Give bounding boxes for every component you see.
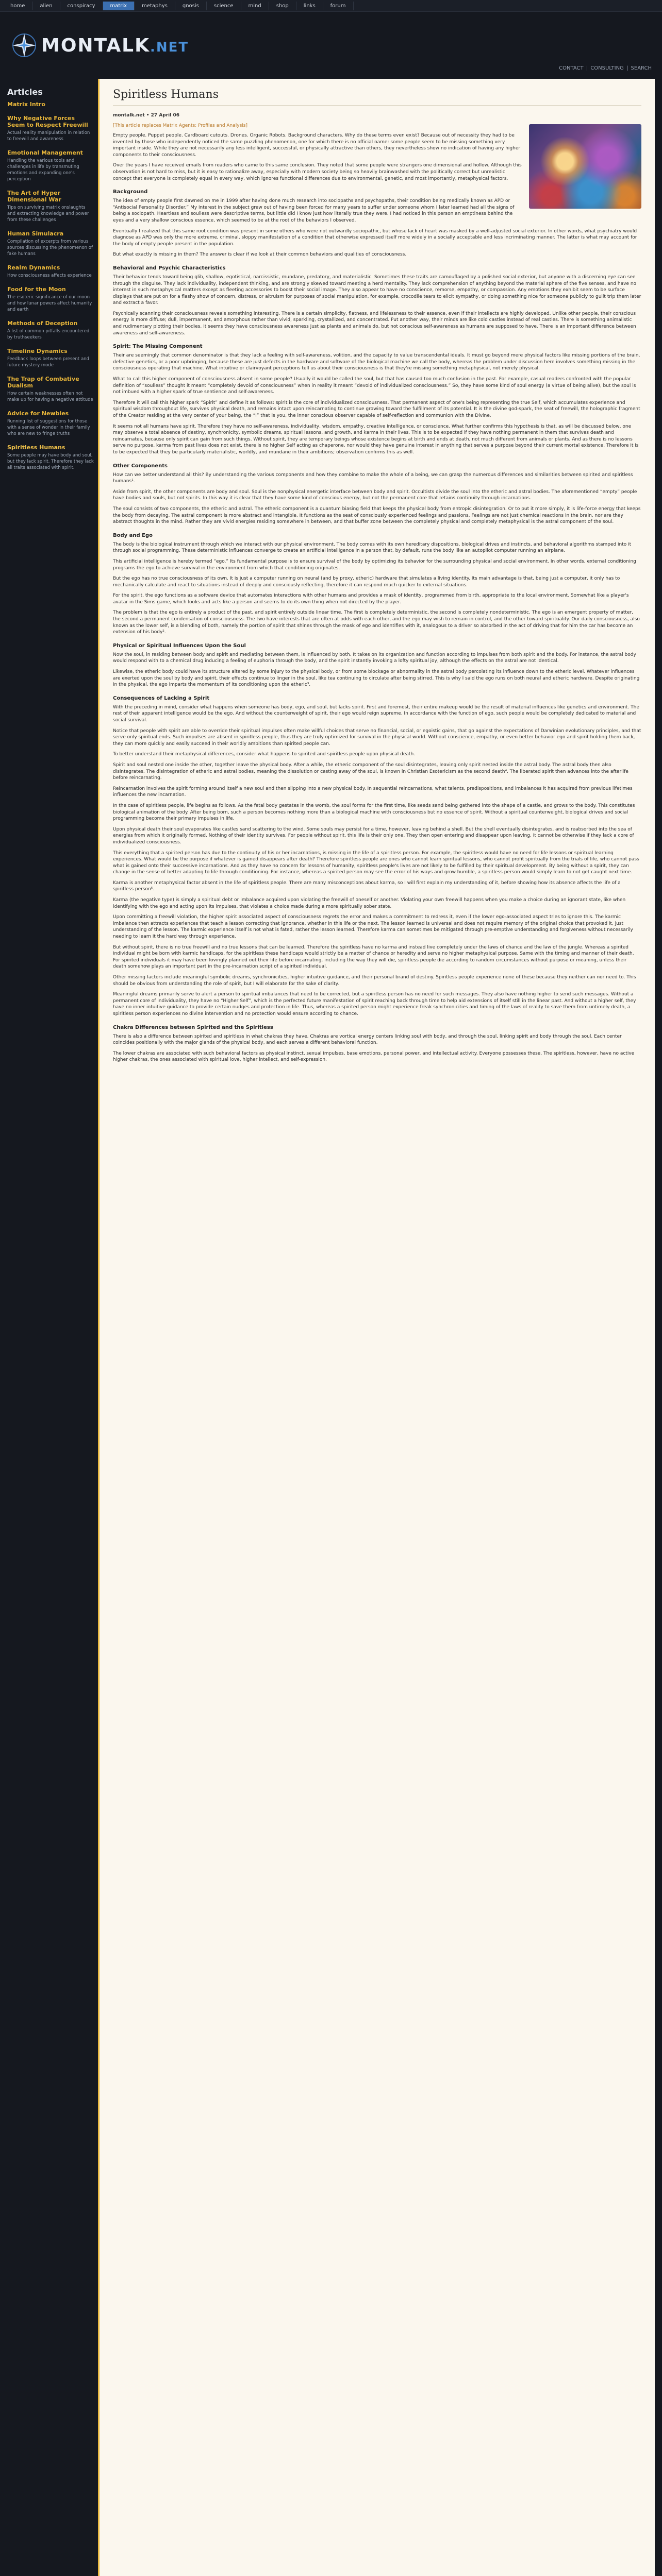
article-paragraph: Likewise, the etheric body could have its structure altered by some injury to the physical body, or from some blockage or abnormality in the astral body percolating its influence down to the etheric level. Whatever influences are exerted upon the soul by body and spirit, their effects continue to linger in the soul, like tea continuing to circulate after being stirred. This is why I said the ego runs on both neural and etheric hardware. Despite originating in the physical, the ego imparts the momentum of its conditioning upon the etheric³.: [113, 669, 640, 688]
sidebar-item[interactable]: [7, 320, 94, 341]
site-logo[interactable]: [10, 31, 189, 59]
article-paragraph: Eventually I realized that this same root condition was present in some others who were not outwardly sociopathic, but whose lack of heart was masked by a well-adjusted social exterior. In other words, what psychiatry would diagnose as APD was only the more extreme, criminal, sloppy manifestation of a condition that otherwise expressed itself more widely in a socially acceptable and less incriminating manner. The latter is what may account for the body of empty people present in the population.: [113, 228, 637, 247]
article-paragraph: The lower chakras are associated with such behavioral factors as physical instinct, sexual impulses, base emotions, personal power, and intellectual activity. Everyone possesses these. The spiritless, however, have no active higher chakras, the ones associated with spiritual love, higher intellect, and self-expression.: [113, 1050, 635, 1063]
sidebar-item-title[interactable]: Matrix Intro: [7, 101, 45, 108]
article-paragraph: Over the years I have received emails from readers who came to this same conclusion. They noted that some people were strangers one dimensional and hollow. Although this observation is not hard to miss, but it is easy to rationalize away, especially with modern society being so heavily brainwashed with the politically correct but unrealistic concept that everyone is completely equal in every way, which ignores functional differences due to environmental, genetic, and most importantly, metaphysical factors.: [113, 163, 522, 181]
nav-item-forum[interactable]: forum: [323, 2, 354, 10]
article-paragraph: The idea of empty people first dawned on me in 1999 after having done much research into sociopaths and psychopaths, their condition being medically known as APD or “Antisocial Personality Disorder.” My interest in the subject grew out of having been forced for many years to suffer under someone whom I later learned had all the signs of being a sociopath. Heartless and soulless were descriptive terms, but little did I know just how literally true they were. I had noticed in this person an emptiness behind the eyes and a very shallow conscious essence, which seemed to be at the root of the behaviors I observed.: [113, 198, 515, 223]
article-paragraph: Psychically scanning their consciousness reveals something interesting. There is a certain simplicity, flatness, and lifelessness to their essence, even if their intellects are highly developed. Unlike other people, their conscious energy is more diffuse; dull, impermanent, and amorphous rather than vivid, sparkling, crystallized, and concentrated. Put another way, their minds are like cold castles instead of real castles. There is something animalistic and rudimentary plotting their bodies. It seems they have consciousness awareness just as plants and animals do, but not conscious self-awareness as humans are supposed to have. There is an important difference between awareness and self-awareness.: [113, 311, 636, 336]
nav-item-mind[interactable]: mind: [241, 2, 269, 10]
sidebar-item-title[interactable]: The Trap of Combative Dualism: [7, 376, 79, 389]
article-paragraph: Other missing factors include meaningful symbolic dreams, synchronicities, higher intuitive guidance, and their personal brand of destiny. Spiritless people experience none of these because they neither can nor need to. This should be obvious from understanding the role of spirit, but I will elaborate for the sake of clarity.: [113, 975, 636, 987]
sidebar-item-description: Running list of suggestions for those with a sense of wonder in their family who are new to fringe truths: [7, 419, 90, 436]
article-paragraph: It seems not all humans have spirit. Therefore they have no self-awareness, individuality, wisdom, empathy, creative intelligence, or conscience. What further confirms this hypothesis is that, as will be discussed below, one may observe a total absence of destiny, synchronicity, symbolic dreams, spiritual lessons, and growth, and karma in their lives. This is to be expected if they have nothing permanent in them that survives death and reincarnates, because only spirit can gain from such things. Without spirit, they are temporary beings whose existence begins at birth and ends at death, not much different from animals or plants. And as there is no lessons serve no purpose, karma from past lives does not exist, there is no higher Self acting as chaperone, nor would they have genuine interest in anything that serves a purpose beyond their current mortal existence. Therefore it is to be expected that they be particularly materialistic, worldly, and mundane in their ambitions; observation confirms this as well.: [113, 423, 639, 455]
article-paragraph: Upon committing a freewill violation, the higher spirit associated aspect of consciousness regrets the error and makes a commitment to redress it, even if the lower ego-associated aspect tries to ignore this. The karmic imbalance then attracts experiences that teach a lesson correcting that ignorance, whether in this life or the next. The lesson learned is universal and does not require memory of the original choice that provoked it, just understanding of the lesson. The karmic experience itself is not what is fated, rather the lesson learned. Therefore karma can sometimes be mitigated through pre-emptive understanding and forgiveness without necessarily needing to learn it the hard way through experience.: [113, 914, 633, 940]
section-heading: Behavioral and Psychic Characteristics: [113, 265, 226, 271]
article-paragraph: But what exactly is missing in them? The answer is clear if we look at their common behaviors and qualities of consciousness.: [113, 252, 407, 258]
sidebar-item-title[interactable]: Methods of Deception: [7, 320, 78, 327]
nav-item-home[interactable]: home: [3, 2, 32, 10]
article-paragraph: The soul consists of two components, the etheric and astral. The etheric component is a quantum biasing field that keeps the physical body from entropic disintegration. Or to put it more simply, it is life-force energy that keeps the body from decaying. The astral component is more abstract and intangible. It functions as the seat of consciously experienced feelings and passions. Feelings are not just chemical reactions in the brain, nor are they abstract thoughts in the mind. Rather they are vivid energies residing somewhere in between, and that buffer zone between the completely physical and completely metaphysical is the astral component of the soul.: [113, 506, 641, 525]
sidebar-item-title[interactable]: Timeline Dynamics: [7, 348, 68, 354]
sidebar-item-description: A list of common pitfalls encountered by truthseekers: [7, 329, 90, 340]
sidebar: [0, 79, 98, 2576]
section-heading: Consequences of Lacking a Spirit: [113, 695, 210, 701]
article-paragraph: Aside from spirit, the other components are body and soul. Soul is the nonphysical energetic interface between body and spirit. Occultists divide the soul into the etheric and astral bodies. The aforementioned “empty” people have bodies and souls, but not spirits. In this way it is clear that they have some kind of conscious energy, but not the permanent core that retains continuity through incarnations.: [113, 489, 637, 501]
article-paragraph: Karma (the negative type) is simply a spiritual debt or imbalance acquired upon violating the freewill of oneself or another. Violating your own freewill happens when you make a choice during an ignorant state, like when identifying with the ego and acting upon its impulses, that violates a choice made during a more spiritually sober state.: [113, 897, 626, 909]
article-paragraph: But without spirit, there is no true freewill and no true lessons that can be learned. Therefore the spiritless have no karma and instead live completely under the laws of chance and the law of the jungle. Whereas a spirited individual might be born with karmic handicaps, for the spiritless these handicaps would strictly be a matter of chance or heredity and serve no higher metaphysical purpose. Same with the timing and manner of their death. For spirited individuals it may have been lovingly planned out their life before incarnating, including the way they will die, spiritless people die according to random circumstances without purpose or meaning, unless their death somehow plays an important part in the pre-incarnation script of a spirited individual.: [113, 944, 634, 970]
header-links: CONTACT | CONSULTING | SEARCH: [559, 65, 652, 71]
nav-item-science[interactable]: science: [207, 2, 241, 10]
article-byline: montalk.net • 27 April 06: [113, 113, 179, 118]
sidebar-item-title[interactable]: Emotional Management: [7, 149, 83, 156]
article-paragraph: Upon physical death their soul evaporates like castles sand scattering to the wind. Some souls may persist for a time, however, leaving behind a shell. But the shell eventually disintegrates, and is reabsorbed into the sea of energies from which it originally formed. Nothing of their identity survives. For people without spirit, this life is their only one. They then open entering and disappear upon leaving. It cannot be otherwise if they lack a core of individualized consciousness.: [113, 826, 634, 845]
sidebar-item-title[interactable]: Food for the Moon: [7, 286, 66, 293]
section-heading: Body and Ego: [113, 532, 153, 538]
logo-suffix: .NET: [150, 39, 189, 55]
sidebar-item[interactable]: [7, 286, 94, 313]
article-content: [98, 79, 655, 2576]
page-title: Spiritless Humans: [113, 88, 641, 106]
sidebar-item[interactable]: [7, 115, 94, 142]
sidebar-item[interactable]: [7, 190, 94, 223]
article-paragraph: For the spirit, the ego functions as a software device that automates interactions with other humans and provides a mask of identity, programmed from birth, appropriate to the local environment. Somewhat like a player's avatar in the Sims game, which looks and acts like a person and seems to do its own thing when not directed by the player.: [113, 593, 629, 605]
top-navigation: [0, 0, 662, 12]
article-paragraph: The problem is that the ego is entirely a product of the past, and spirit entirely outside linear time. The first is completely deterministic, the second is completely nondeterministic. The ego is an emergent property of matter, the second a permanent condensation of consciousness. The two have interests that are often at odds with each other, and the ego may wish to remain in control, and the other toward spirituality. Our daily consciousness, also known as the lower self, is a blending of both, namely the portion of spirit that shines through the mask of ego and identifies with it, analogous to a driver so absorbed in the act of driving that for him the car has become an extension of his body².: [113, 610, 640, 635]
article-paragraph: Now the soul, in residing between body and spirit and mediating between them, is influenced by both. It takes on its organization and function according to impulses from both spirit and the body. For instance, the astral body would respond with to a chemical drug inducing a feeling of euphoria through the body, and the spirit instantly invoking a lofty spiritual joy, although the effects on the astral are not identical.: [113, 652, 636, 664]
article-paragraph: Spirit and soul nested one inside the other, together leave the physical body. After a while, the etheric component of the soul disintegrates, leaving only spirit nested inside the astral body. The astral body then also disintegrates. The disintegration of etheric and astral bodies, meaning the dissolution or casting away of the soul, is known in Christian Esotericism as the second death⁴. The liberated spirit then advances into the afterlife before reincarnating.: [113, 762, 628, 781]
article-paragraph: This everything that a spirited person has due to the continuity of his or her incarnations, is missing in the life of a spiritless person. For example, the spiritless would have no need for life lessons or spiritual learning experiences. What would be the purpose if whatever is gained disappears after death? Therefore spiritless people are ones who cannot learn spiritual lessons, who cannot profit spiritually from the trials of life, who cannot pass what is gained onto their successive incarnations. And as they have no concern for lessons of humanity, spiritless people's lives are not likely to be fulfilled by their spiritual development. By being without a spirit, they can change in the sense of better adapting to life through conditioning. For instance, whereas a spirited person may see the error of his ways and grow humble, a spiritless person would simply learn to not get caught next time.: [113, 850, 639, 875]
sidebar-item-title[interactable]: Spiritless Humans: [7, 444, 65, 451]
logo-text: MONTALK.NET: [41, 35, 189, 56]
sidebar-item[interactable]: [7, 101, 94, 108]
nav-item-metaphys[interactable]: metaphys: [135, 2, 175, 10]
section-heading: Other Components: [113, 463, 168, 469]
sidebar-item-description: How consciousness affects experience: [7, 273, 92, 278]
article-paragraph: There is also a difference between spirited and spiritless in what chakras they have. Chakras are vortical energy centers linking soul with body, and through the soul, linking spirit and body through the soul. Each center coincides positionally with the major glands of the physical body, and each serves a different behavioral function.: [113, 1033, 622, 1046]
sidebar-item-title[interactable]: Why Negative Forces Seem to Respect Freewill: [7, 115, 88, 128]
sidebar-item-description: The esoteric significance of our moon and how lunar powers affect humanity and earth: [7, 295, 92, 312]
article-paragraph: Therefore it will call this higher spark “Spirit” and define it as follows: spirit is the core of individualized consciousness. That permanent aspect of one's being representing the true Self, which accumulates experience and spiritual wisdom throughout life, survives physical death, and remains intact upon reincarnating to continue growing toward the fulfillment of its potential. It is the divine god-spark, the seat of freewill, the holographic fragment of the Creator residing at the very center of your being, the “I” that is you, the inner conscious observer capable of self-reflection and communion with the Divine.: [113, 400, 640, 418]
sidebar-item[interactable]: [7, 149, 94, 182]
replacement-note[interactable]: [This article replaces Matrix Agents: Profiles and Analysis]: [113, 123, 247, 128]
section-heading: Background: [113, 189, 148, 195]
contact-link[interactable]: CONTACT: [559, 65, 584, 71]
sidebar-item[interactable]: [7, 410, 94, 437]
sidebar-item[interactable]: [7, 230, 94, 257]
article-paragraph: The body is the biological instrument through which we interact with our physical environment. The body comes with its own hereditary dispositions, biological drives and instincts, and behavioral algorithms stamped into it through social programming. These deterministic influences converge to create an artificial intelligence in a person that, by default, runs the body like an autopilot computer running an airplane.: [113, 541, 632, 554]
article-paragraph: What to call this higher component of consciousness absent in some people? Usually it would be called the soul, but that has caused too much confusion in the past. For example, casual readers confronted with the popular definition of “soulless” thought it meant “completely devoid of consciousness” when in reality it meant “devoid of individualized consciousness.” So, they have some kind of soul energy (a virtue of being alive), but the soul is not imbued with a higher spark of true sentience and self-awareness.: [113, 377, 636, 395]
sidebar-item-description: Some people may have body and soul, but they lack spirit. Therefore they lack all traits associated with spirit.: [7, 453, 94, 470]
article-paragraph: With the preceding in mind, consider what happens when someone has body, ego, and soul, but lacks spirit. First and foremost, their entire makeup would be the result of material influences like genetics and environment. The rest of their apparent intelligence would be the ego. And without the counterweight of spirit, their ego would reign supreme. In accordance with the function of ego, such people would be completely dedicated to material and social survival.: [113, 704, 639, 723]
nav-item-matrix[interactable]: matrix: [103, 2, 135, 10]
article-paragraph: Notice that people with spirit are able to override their spiritual impulses often make willful choices that serve no financial, social, or egoistic gains, that go against the expectations of Darwinian evolutionary principles, and that serve only spiritual ends. Such impulses are absent in spiritless people, thus they are truly optimized for survival in the physical world. Without conscience, empathy, or even better behavior ego and spirit holding them back, they can more quickly and easily succeed in their worldly ambitions than spirited people can.: [113, 728, 641, 747]
article-paragraph: To better understand their metaphysical differences, consider what happens to spirited and spiritless people upon physical death.: [113, 752, 416, 757]
article-paragraph: Karma is another metaphysical factor absent in the life of spiritless people. There are many misconceptions about karma, so I will first explain my understanding of it, before showing how its absence affects the life of a spiritless person⁵.: [113, 880, 621, 892]
nav-item-conspiracy[interactable]: conspiracy: [60, 2, 103, 10]
sidebar-item-description: Compilation of excerpts from various sources discussing the phenomenon of fake humans: [7, 239, 93, 257]
star-logo-icon: [10, 31, 38, 59]
section-heading: Physical or Spiritual Influences Upon the Soul: [113, 642, 246, 649]
site-header: [0, 12, 662, 79]
nav-item-shop[interactable]: shop: [269, 2, 296, 10]
article-sections: [113, 189, 641, 1063]
article-paragraph: This artificial intelligence is hereby termed “ego.” Its fundamental purpose is to ensure survival of the body by optimizing its behavior for the surrounding physical and social environment. In other words, external conditioning programs the ego to achieve survival in the environment from which that conditioning originates.: [113, 558, 636, 571]
article-paragraph: How can we better understand all this? By understanding the various components and how they combine to make the whole of a being, we can grasp the numerous differences and similarities between spirited and spiritless humans¹.: [113, 472, 633, 484]
article-paragraph: Reincarnation involves the spirit forming around itself a new soul and then slipping into a new physical body. In sequential reincarnations, what talents, predispositions, and imbalances it has acquired from previous lifetimes influences the new incarnation.: [113, 786, 633, 798]
article-paragraph: Their are seemingly that common denominator is that they lack a feeling with self-awareness, volition, and the capacity to value transcendental ideals. It must go beyond mere physical factors like missing portions of the brain, defective genetics, or a poor upbringing, because these are just defects in the hardware and software of the biological machine we call the body, whereas the problem under discussion here involves something missing in the consciousness operating that machine. What intuitive or clairvoyant perceptions tell us about their consciousness is that they're missing something metaphysical, not merely physical.: [113, 353, 640, 371]
article-paragraph: Meaningful dreams primarily serve to alert a person to spiritual imbalances that need to be corrected, but a spiritless person has no need for such messages. They also have nothing higher to send such messages. Without a permanent core of individuality, they have no “Higher Self”, which is the perfected future manifestation of spirit reaching back through time to help aid extensions of itself still in the linear past. And without a higher self, they have no inner intuitive guidance to provide certain nudges and protection in life. Thus, whereas a spirited person might experience freak synchronicities and timing of the laws of reality to save them from untimely death, a spiritless person experiences no divine intervention and no protection would ensure according to chance.: [113, 992, 636, 1016]
section-heading: Spirit: The Missing Component: [113, 344, 203, 350]
sidebar-item-title[interactable]: Human Simulacra: [7, 230, 64, 237]
nav-item-gnosis[interactable]: gnosis: [175, 2, 207, 10]
sidebar-item[interactable]: [7, 264, 94, 279]
article-paragraph: Their behavior tends toward being glib, shallow, egotistical, narcissistic, mundane, predatory, and materialistic. Sometimes these traits are camouflaged by a polished social exterior, but anyone with a discerning eye can see through the disguise. They lack individuality, independent thinking, and are strongly skewed toward meeting a herd mentality. They lack comprehension of anything beyond the material sphere of the five senses, and have no interest in such metaphysical matters except as fleeting accessories to boost their social image. They also appear to have no conscience, remorse, empathy, or compassion. Any emotions they exhibit seem to be surface displays that are put on for a flashy show of concern, distress, or altruism for purposes of social manipulation, for example, crocodile tears to elicit sympathy, or doing something nice for someone publicly to guilt trip them later and extract a favor.: [113, 274, 641, 306]
sidebar-item[interactable]: [7, 376, 94, 403]
article-illustration: [529, 124, 641, 209]
sidebar-item-description: Feedback loops between present and future mystery mode: [7, 357, 89, 368]
sidebar-item-description: Tips on surviving matrix onslaughts and extracting knowledge and power from these challenges: [7, 205, 89, 223]
sidebar-heading: Articles: [7, 87, 43, 97]
sidebar-item-description: Handling the various tools and challenges in life by transmuting emotions and expanding one's perception: [7, 158, 79, 182]
nav-item-alien[interactable]: alien: [32, 2, 60, 10]
consulting-link[interactable]: CONSULTING: [590, 65, 624, 71]
sidebar-item-description: How certain weaknesses often not make up for having a negative attitude: [7, 391, 93, 402]
sidebar-item[interactable]: [7, 348, 94, 368]
article-paragraph: In the case of spiritless people, life begins as follows. As the fetal body gestates in the womb, the soul forms for the first time, like seeds sand being gathered into the shape of a castle, and grows to the body. This constitutes biological animation of the body. After being born, such a person becomes nothing more than a biological machine with consciousness but no essence of spirit. Without a spiritual counterweight, biological drives and social programming become their primary impulses in life.: [113, 803, 635, 822]
article-paragraph: Empty people. Puppet people. Cardboard cutouts. Drones. Organic Robots. Background characters. Why do these terms even exist? Because out of necessity they had to be invented by those who independently noticed the same puzzling phenomenon, one for which there is no official name: some people seem to be missing something very important inside. While they are not necessarily any less intelligent, successful, or physically attractive than others, they nevertheless show no indication of having any higher components to their consciousness.: [113, 133, 521, 158]
search-link[interactable]: SEARCH: [631, 65, 652, 71]
nav-item-links[interactable]: links: [296, 2, 323, 10]
sidebar-item-title[interactable]: Advice for Newbies: [7, 410, 69, 417]
sidebar-item-title[interactable]: The Art of Hyper Dimensional War: [7, 190, 61, 203]
sidebar-article-list: [7, 101, 94, 471]
sidebar-item-title[interactable]: Realm Dynamics: [7, 264, 60, 271]
article-paragraph: But the ego has no true consciousness of its own. It is just a computer running on neural (and by proxy, etheric) hardware that simulates a living identity. Its main advantage is that, being just a computer, it only has to mechanically calculate and react to situations instead of deeply and consciously reflecting, therefore it can respond much quicker to external situations.: [113, 576, 620, 588]
sidebar-item-description: Actual reality manipulation in relation to freewill and awareness: [7, 130, 90, 142]
section-heading: Chakra Differences between Spirited and the Spiritless: [113, 1024, 273, 1030]
sidebar-item[interactable]: [7, 444, 94, 471]
